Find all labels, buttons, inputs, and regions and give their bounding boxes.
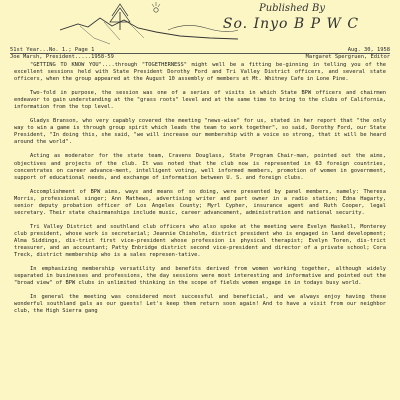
paragraph: In general the meeting was considered most successful and beneficial, and we always enjoy having these wonderful southland gals as our guests! Let's keep them return soon again! And to have a visit from our neighbor club, the High Sierra gang — [14, 294, 386, 315]
article-body — [14, 62, 386, 322]
president-credit: Joe Marsh, President.....1958-59 — [10, 54, 114, 60]
editor-credit: Margaret Spergruen, Editor — [305, 54, 390, 60]
paragraph: "GETTING TO KNOW YOU"....through "TOGETHERNESS" might well be a fitting be-ginning in telling you of the excellent sessions held with State President Dorothy Ford and Tri Valley District officers, and several state officers, when the group appeared at the August 10 assembly of members at Mt. Whitney Cafe in Lone Pine. — [14, 62, 386, 83]
masthead — [0, 0, 400, 46]
paragraph: Two-fold in purpose, the session was one of a series of visits in which State BPW officers and chairmen endeavor to gain understanding at the "grass roots" level and at the same time to bring to the clubs of California, information from the top level. — [14, 90, 386, 111]
issue-date: Aug. 30, 1958 — [347, 47, 390, 53]
paragraph: Tri Valley District and southland club officers who also spoke at the meeting were Evelyn Haskell, Monterey club president, whose work is secretarial; Jeannie Chisholm, district president who is engaged in land development; Alma Siddings, dis-trict first vice-president whose profession is physical therapist; Evelyn Toren, dis-trict treasurer, and an accountant; Patty Enbridge district second vice-president and director of a private school; Cora Treck, district membership who is a sales represen-tative. — [14, 223, 386, 259]
paragraph: Acting as moderator for the state team, Cravens Douglass, State Program Chair-man, pointed out the aims, objectives and projects of the club. It was noted that the club now is represented in 63 foreign countries, concentrates on career advance-ment, intelligent voting, well informed members, promotion of women in government, support of educational needs, and exchange of information between U. S. and foreign clubs. — [14, 153, 386, 181]
officers-line — [10, 54, 390, 61]
published-by-label: Published By — [258, 3, 326, 14]
paragraph: Gladys Branson, who very capably covered the meeting "news-wise" for us, stated in her report that "the only way to win a game is through group spirit which leads the team to work together", so said, Dorothy Ford, our State President, "In doing this, she said, "we will increase our membership with a voice so strong, that it will be heard around the world". — [14, 118, 386, 146]
issue-number: 51st Year...No. 1.; Page 1 — [10, 47, 95, 53]
paragraph: Accomplishment of BPW aims, ways and means of so doing, were presented by panel members, namely: Theresa Morris, professional singer; Ann Mathews, advertising writer and part owner in a radio station; Edna Hagarty, senior deputy probation officer of Los Angeles County; Myrl Cypher, insurance agent and Ruth Cooper, legal secretary. Their state chairmanships include music, career advancement, administration and national security. — [14, 188, 386, 216]
organization-name: So. Inyo B P W C — [222, 16, 360, 32]
paragraph: In emphasizing membership versatility and benefits derived from women working together, although widely separated in businesses and professions, the day sessions were most interesting and informative and pointed out the "broad view" of BPW clubs in unlimited thinking in the scope of fields women engage in in todays busy world. — [14, 266, 386, 287]
